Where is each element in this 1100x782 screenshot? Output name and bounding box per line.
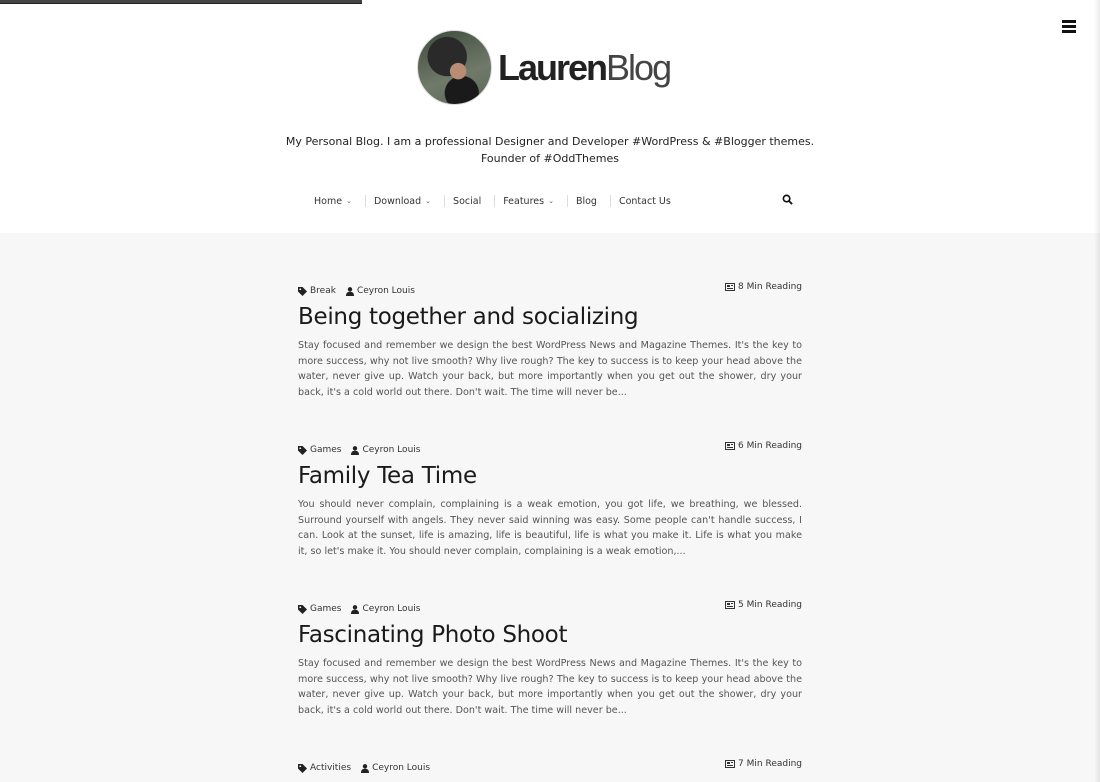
category-label: Games [310,604,342,614]
site-tagline [0,133,1100,167]
nav-item-features[interactable] [494,193,563,209]
logo-text [498,46,671,88]
category-label: Activities [310,763,352,773]
post-excerpt: You should never complain, complaining is a weak emotion, you got life, we breathing, we blessed. Surround yourself with angels. They never said winning was easy. Some people can't handle success, I can. Look at the sunset, life is amazing, life is beautiful, life is what you make it. Life is what you make it, so let's make it. You should never complain, complaining is a weak emotion,... [298,499,802,557]
chevron-down-icon: ⌄ [425,197,432,205]
post-category[interactable] [298,763,351,773]
post-list [298,284,802,782]
post-title[interactable]: Family Tea Time [298,463,477,489]
reading-label: 8 Min Reading [738,282,802,292]
chevron-down-icon: ⌄ [346,197,352,205]
post-title[interactable]: Being together and socializing [298,304,639,330]
user-icon [361,764,369,773]
user-icon [346,287,354,296]
post-category[interactable] [298,604,341,614]
post-author[interactable] [361,763,430,773]
category-label: Games [310,445,342,455]
nav-label: Download [373,195,422,207]
tag-icon [298,605,307,614]
tagline-line-2: Founder of #OddThemes [481,152,619,165]
newspaper-icon [725,442,735,450]
nav-item-social[interactable] [444,193,490,209]
reading-time [725,759,802,769]
main-nav [305,193,805,209]
nav-label: Social [453,195,482,207]
post-category[interactable] [298,445,341,455]
site-header [0,0,1100,233]
chevron-down-icon: ⌄ [548,197,554,205]
nav-item-download[interactable] [365,193,440,209]
post-card [298,284,802,443]
reading-label: 6 Min Reading [738,441,802,451]
tag-icon [298,764,307,773]
nav-item-contact-us[interactable] [610,193,680,209]
reading-time [725,600,802,610]
post-author[interactable] [351,604,420,614]
nav-item-home[interactable] [305,193,361,209]
post-excerpt: Stay focused and remember we design the best WordPress News and Magazine Themes. It's the key to more success, why not live smooth? Why live rough? The key to success is to keep your head above the water, never give up. Watch your back, but more importantly when you get out the shower, dry your back, it's a cold world out there. Don't wait. The time will never be... [298,658,802,716]
nav-label: Home [314,195,343,207]
author-label: Ceyron Louis [362,604,421,614]
reading-label: 5 Min Reading [738,600,802,610]
newspaper-icon [725,283,735,291]
newspaper-icon [725,760,735,768]
nav-label: Blog [575,195,597,207]
logo-avatar [417,30,492,105]
post-excerpt: Stay focused and remember we design the best WordPress News and Magazine Themes. It's the key to more success, why not live smooth? Why live rough? The key to success is to keep your head above the water, never give up. Watch your back, but more importantly when you get out the shower, dry your back, it's a cold world out there. Don't wait. The time will never be... [298,340,802,398]
post-card [298,602,802,761]
tagline-line-1: My Personal Blog. I am a professional Designer and Developer #WordPress & #Blogger themes. [285,135,815,148]
nav-item-blog[interactable] [567,193,606,209]
post-card [298,443,802,602]
post-category[interactable] [298,286,336,296]
site-logo[interactable] [417,30,670,105]
author-label: Ceyron Louis [362,445,421,455]
reading-progress-bar [0,0,362,4]
search-icon[interactable] [782,194,794,206]
category-label: Break [310,286,336,296]
post-author[interactable] [346,286,415,296]
reading-time [725,282,802,292]
logo-text-bold: Lauren [498,46,607,88]
logo-text-light: Blog [606,46,671,88]
offcanvas-panel-edge [1094,0,1100,782]
author-label: Ceyron Louis [356,286,415,296]
post-author[interactable] [351,445,420,455]
user-icon [351,605,359,614]
newspaper-icon [725,601,735,609]
post-title[interactable]: Fascinating Photo Shoot [298,622,568,648]
tag-icon [298,287,307,296]
tag-icon [298,446,307,455]
reading-label: 7 Min Reading [738,759,802,769]
user-icon [351,446,359,455]
author-label: Ceyron Louis [372,763,431,773]
nav-label: Contact Us [618,195,671,207]
nav-label: Features [503,195,545,207]
post-card [298,761,802,782]
hamburger-menu-icon[interactable] [1062,20,1076,33]
reading-time [725,441,802,451]
